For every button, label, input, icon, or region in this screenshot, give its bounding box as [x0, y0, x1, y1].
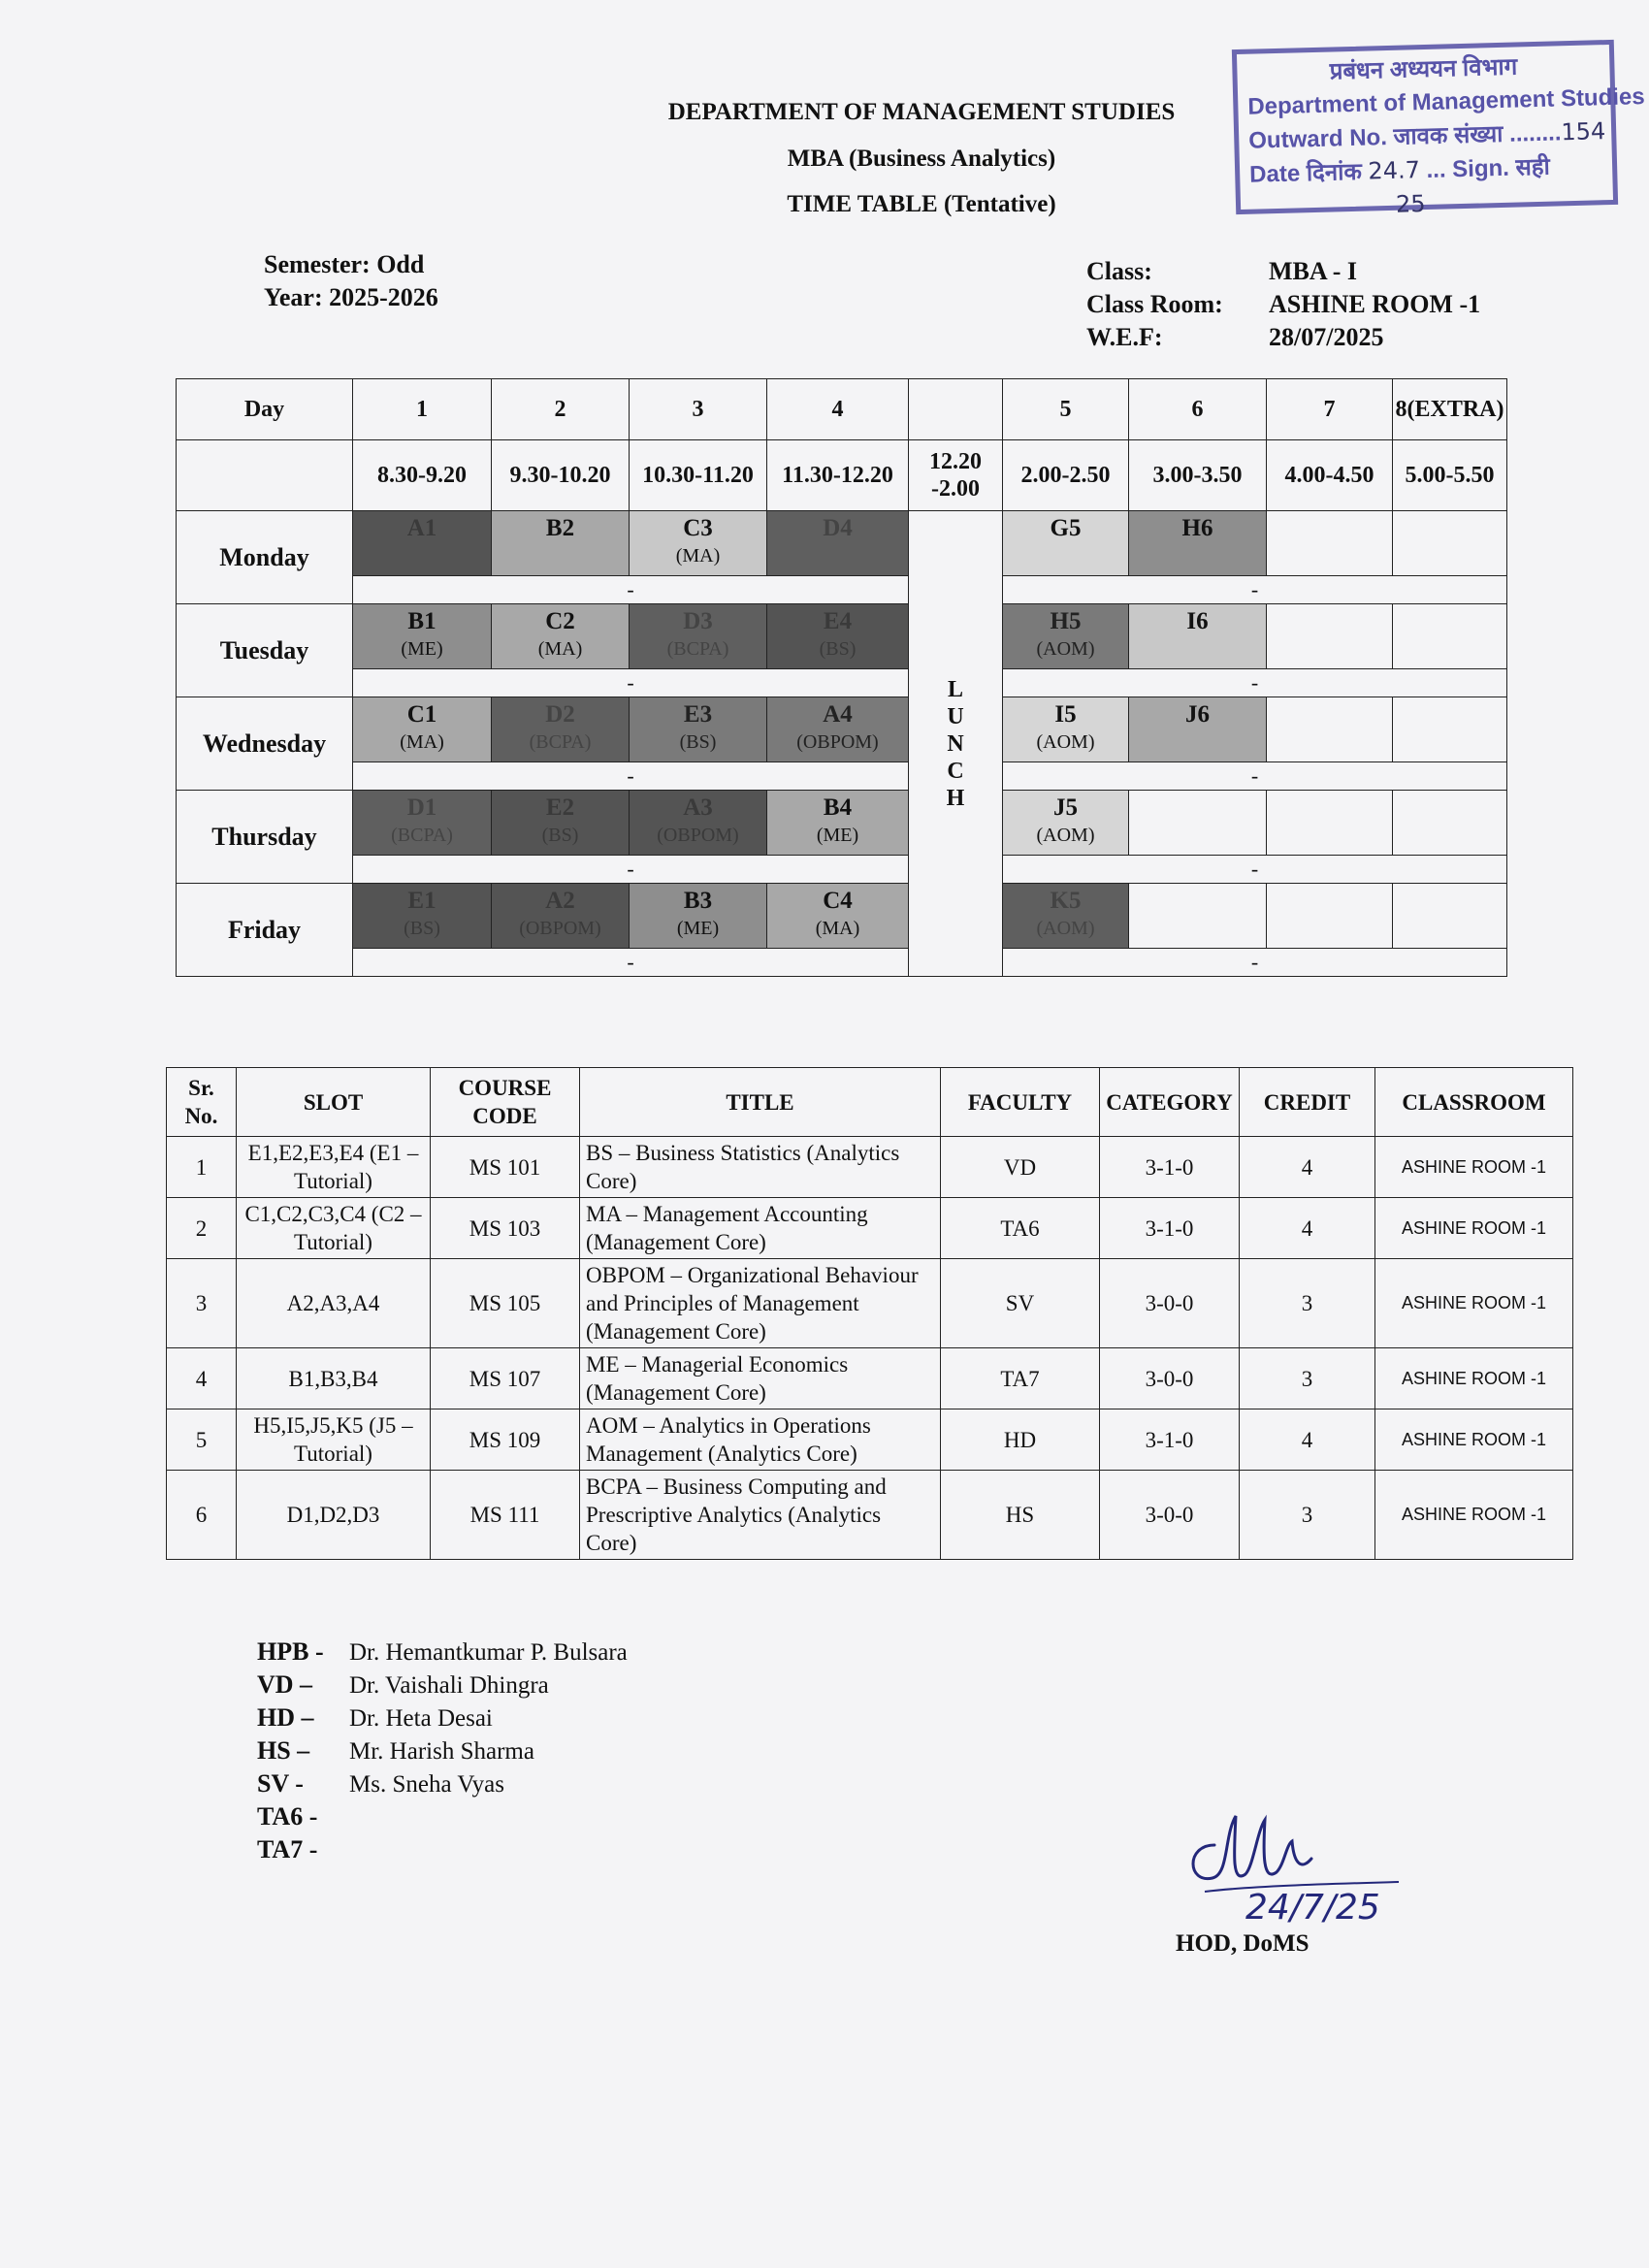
day-row-wednesday	[177, 697, 1507, 762]
cell-code: MS 111	[431, 1471, 580, 1560]
cell-credit: 4	[1240, 1137, 1375, 1198]
slot-code: D1	[406, 794, 437, 821]
slot-code: J6	[1185, 701, 1210, 728]
separator-row	[177, 576, 1507, 604]
slot-cell	[1003, 604, 1129, 669]
slot-cell	[767, 511, 909, 576]
legend-name: Dr. Vaishali Dhingra	[349, 1672, 549, 1699]
separator: -	[353, 949, 909, 977]
stamp-outward: Outward No. जावक संख्या ........154	[1247, 117, 1606, 154]
cell-title: ME – Managerial Economics (Management Core)	[580, 1348, 941, 1409]
slot-cell	[767, 884, 909, 949]
slot-code: B4	[823, 794, 853, 821]
empty-cell	[177, 440, 353, 511]
cell-slot: C1,C2,C3,C4 (C2 – Tutorial)	[237, 1198, 431, 1259]
lunch-letter: C	[947, 758, 964, 784]
slot-code: A2	[545, 888, 575, 914]
cell-category: 3-1-0	[1100, 1137, 1240, 1198]
outward-stamp	[1232, 40, 1646, 218]
legend-key: VD –	[257, 1670, 313, 1699]
stamp-line-english: Department of Management Studies	[1247, 83, 1646, 120]
timetable-title: TIME TABLE (Tentative)	[787, 191, 1056, 217]
stamp-line-hindi: प्रबंधन अध्ययन विभाग	[1329, 53, 1518, 85]
slot-cell	[492, 604, 630, 669]
lunch-break	[909, 511, 1003, 977]
slot-course: (ME)	[816, 825, 859, 846]
slot-cell	[1393, 791, 1507, 856]
legend-key: HS –	[257, 1736, 310, 1765]
slot-code: B1	[407, 608, 436, 634]
slot-course: (BS)	[819, 638, 857, 660]
slot-code: E4	[823, 608, 853, 634]
faculty-legend	[257, 1636, 628, 1866]
cell-category: 3-0-0	[1100, 1471, 1240, 1560]
legend-key: HPB -	[257, 1637, 324, 1666]
signature-date: 24/7/25	[1245, 1888, 1380, 1923]
separator-row	[177, 669, 1507, 697]
cell-sr: 1	[167, 1137, 237, 1198]
room-value: ASHINE ROOM -1	[1269, 290, 1481, 318]
time-header: 4.00-4.50	[1267, 440, 1393, 511]
cell-credit: 3	[1240, 1348, 1375, 1409]
room-label: Class Room:	[1086, 290, 1223, 318]
slot-header: 4	[767, 379, 909, 440]
col-header: COURSE CODE	[431, 1068, 580, 1137]
day-name: Wednesday	[177, 697, 353, 791]
cell-faculty: TA6	[941, 1198, 1100, 1259]
legend-item	[257, 1669, 628, 1701]
day-name: Monday	[177, 511, 353, 604]
slot-course: (MA)	[815, 918, 860, 939]
slot-cell	[1393, 697, 1507, 762]
slot-code: D4	[823, 515, 853, 541]
day-row-monday	[177, 511, 1507, 576]
slot-code: I6	[1186, 608, 1209, 634]
slot-cell	[1003, 791, 1129, 856]
day-row-thursday	[177, 791, 1507, 856]
cell-faculty: SV	[941, 1259, 1100, 1348]
slot-cell	[767, 791, 909, 856]
slot-code: E3	[683, 701, 713, 728]
cell-category: 3-0-0	[1100, 1259, 1240, 1348]
slot-header: 3	[630, 379, 767, 440]
department-title: DEPARTMENT OF MANAGEMENT STUDIES	[667, 99, 1176, 125]
col-header: SLOT	[237, 1068, 431, 1137]
slot-course: (BS)	[404, 918, 440, 939]
table-row	[167, 1348, 1573, 1409]
time-header: 8.30-9.20	[353, 440, 492, 511]
legend-name: Dr. Heta Desai	[349, 1705, 493, 1732]
wef-value: 28/07/2025	[1269, 323, 1384, 351]
slot-cell	[630, 511, 767, 576]
slot-cell	[492, 884, 630, 949]
legend-item	[257, 1767, 628, 1800]
cell-sr: 2	[167, 1198, 237, 1259]
slot-cell	[492, 511, 630, 576]
time-row	[177, 440, 1507, 511]
stamp-sign-label: Sign. सही	[1451, 153, 1551, 183]
slot-code: H6	[1181, 515, 1213, 541]
stamp-date-label: Date दिनांक	[1248, 158, 1363, 188]
slot-cell	[630, 791, 767, 856]
year: Year: 2025-2026	[264, 283, 438, 311]
slot-cell	[353, 697, 492, 762]
slot-code: B2	[545, 515, 575, 541]
cell-code: MS 105	[431, 1259, 580, 1348]
stamp-outward-number: 154	[1561, 117, 1606, 146]
time-header: 2.00-2.50	[1003, 440, 1129, 511]
cell-title: BCPA – Business Computing and Prescriptive Analytics (Analytics Core)	[580, 1471, 941, 1560]
cell-code: MS 101	[431, 1137, 580, 1198]
cell-title: BS – Business Statistics (Analytics Core)	[580, 1137, 941, 1198]
cell-title: OBPOM – Organizational Behaviour and Principles of Management (Management Core)	[580, 1259, 941, 1348]
col-header: FACULTY	[941, 1068, 1100, 1137]
slot-cell	[1003, 511, 1129, 576]
slot-header: 6	[1129, 379, 1267, 440]
separator-row	[177, 856, 1507, 884]
slot-course: (OBPOM)	[796, 731, 879, 753]
cell-slot: A2,A3,A4	[237, 1259, 431, 1348]
slot-course: (BS)	[679, 731, 717, 753]
slot-course: (MA)	[400, 731, 444, 753]
day-header: Day	[177, 379, 353, 440]
slot-code: E1	[407, 888, 436, 914]
cell-faculty: HS	[941, 1471, 1100, 1560]
separator: -	[353, 762, 909, 791]
col-header: Sr. No.	[167, 1068, 237, 1137]
slot-course: (OBPOM)	[657, 825, 739, 846]
cell-sr: 3	[167, 1259, 237, 1348]
slot-course: (AOM)	[1036, 638, 1095, 660]
slot-cell	[1003, 884, 1129, 949]
slot-cell	[353, 791, 492, 856]
slot-course: (OBPOM)	[519, 918, 601, 939]
wef-label: W.E.F:	[1086, 323, 1163, 351]
slot-code: C1	[406, 701, 437, 728]
slot-course: (AOM)	[1036, 918, 1095, 939]
hod-title: HOD, DoMS	[1176, 1930, 1310, 1957]
cell-credit: 3	[1240, 1259, 1375, 1348]
cell-slot: D1,D2,D3	[237, 1471, 431, 1560]
day-row-tuesday	[177, 604, 1507, 669]
slot-header: 5	[1003, 379, 1129, 440]
slot-cell	[492, 697, 630, 762]
cell-credit: 4	[1240, 1198, 1375, 1259]
slot-cell	[1267, 604, 1393, 669]
slot-code: I5	[1054, 701, 1077, 728]
cell-classroom: ASHINE ROOM -1	[1375, 1409, 1573, 1471]
day-name: Thursday	[177, 791, 353, 884]
slot-code: A3	[683, 794, 713, 821]
cell-sr: 6	[167, 1471, 237, 1560]
time-header: 12.20 -2.00	[909, 440, 1003, 511]
hod-signature	[1176, 1777, 1428, 1923]
separator: -	[353, 669, 909, 697]
slot-course: (MA)	[537, 638, 583, 660]
slot-code: A4	[823, 701, 853, 728]
slot-course: (MA)	[675, 545, 721, 567]
slot-cell	[767, 697, 909, 762]
legend-name: Mr. Harish Sharma	[349, 1738, 534, 1765]
timetable	[176, 378, 1507, 977]
slot-cell	[767, 604, 909, 669]
lunch-letter: L	[947, 676, 963, 702]
day-name: Tuesday	[177, 604, 353, 697]
slot-cell	[1129, 884, 1267, 949]
col-header: CATEGORY	[1100, 1068, 1240, 1137]
slot-course: (ME)	[401, 638, 443, 660]
semester: Semester: Odd	[264, 250, 425, 278]
cell-classroom: ASHINE ROOM -1	[1375, 1198, 1573, 1259]
cell-category: 3-1-0	[1100, 1409, 1240, 1471]
slot-cell	[1267, 697, 1393, 762]
slot-cell	[1267, 511, 1393, 576]
day-row-friday	[177, 884, 1507, 949]
time-header: 11.30-12.20	[767, 440, 909, 511]
legend-key: TA7 -	[257, 1835, 318, 1863]
slot-cell	[630, 604, 767, 669]
stamp-date-year: 25	[1395, 190, 1426, 218]
slot-code: C2	[545, 608, 575, 634]
slot-header: 7	[1267, 379, 1393, 440]
legend-item	[257, 1701, 628, 1734]
slot-code: K5	[1050, 888, 1082, 914]
slot-code: B3	[683, 888, 713, 914]
cell-title: MA – Management Accounting (Management Core)	[580, 1198, 941, 1259]
slot-header	[909, 379, 1003, 440]
cell-classroom: ASHINE ROOM -1	[1375, 1348, 1573, 1409]
slot-header: 8(EXTRA)	[1393, 379, 1507, 440]
cell-faculty: TA7	[941, 1348, 1100, 1409]
lunch-letter: N	[947, 730, 964, 757]
slot-course: (AOM)	[1036, 825, 1095, 846]
slot-cell	[353, 604, 492, 669]
slot-code: G5	[1050, 515, 1082, 541]
slot-code: D2	[545, 701, 575, 728]
legend-key: HD –	[257, 1703, 314, 1732]
slot-cell	[1393, 511, 1507, 576]
cell-slot: H5,I5,J5,K5 (J5 – Tutorial)	[237, 1409, 431, 1471]
separator-row	[177, 949, 1507, 977]
slot-cell	[353, 511, 492, 576]
slot-cell	[1393, 604, 1507, 669]
slot-course: (AOM)	[1036, 731, 1095, 753]
slot-code: A1	[406, 515, 437, 541]
separator: -	[1003, 669, 1507, 697]
slot-cell	[1129, 697, 1267, 762]
slot-cell	[1267, 791, 1393, 856]
course-table-header	[167, 1068, 1573, 1137]
slot-cell	[353, 884, 492, 949]
cell-credit: 4	[1240, 1409, 1375, 1471]
legend-item	[257, 1734, 628, 1767]
stamp-outward-label: Outward No. जावक संख्या	[1247, 120, 1504, 154]
time-header: 10.30-11.20	[630, 440, 767, 511]
slot-code: H5	[1050, 608, 1082, 634]
slot-cell	[1129, 511, 1267, 576]
cell-code: MS 107	[431, 1348, 580, 1409]
time-header: 3.00-3.50	[1129, 440, 1267, 511]
cell-sr: 5	[167, 1409, 237, 1471]
slot-code: C4	[823, 888, 853, 914]
legend-key: TA6 -	[257, 1802, 318, 1831]
cell-slot: E1,E2,E3,E4 (E1 – Tutorial)	[237, 1137, 431, 1198]
lunch-letter: U	[947, 703, 964, 729]
cell-category: 3-0-0	[1100, 1348, 1240, 1409]
slot-course: (BCPA)	[666, 638, 729, 660]
table-row	[167, 1198, 1573, 1259]
slot-code: C3	[683, 515, 713, 541]
col-header: CLASSROOM	[1375, 1068, 1573, 1137]
slot-cell	[1393, 884, 1507, 949]
col-header: TITLE	[580, 1068, 941, 1137]
cell-faculty: HD	[941, 1409, 1100, 1471]
table-row	[167, 1259, 1573, 1348]
cell-code: MS 103	[431, 1198, 580, 1259]
separator-row	[177, 762, 1507, 791]
slot-cell	[630, 884, 767, 949]
cell-sr: 4	[167, 1348, 237, 1409]
stamp-date-value: 24.7	[1368, 156, 1421, 185]
slot-code: D3	[683, 608, 713, 634]
legend-item	[257, 1833, 628, 1866]
class-value: MBA - I	[1269, 257, 1357, 285]
table-row	[167, 1471, 1573, 1560]
separator: -	[1003, 856, 1507, 884]
slot-course: (BCPA)	[529, 731, 592, 753]
slot-course: (BS)	[541, 825, 579, 846]
legend-item	[257, 1636, 628, 1669]
separator: -	[1003, 762, 1507, 791]
slot-cell	[1129, 791, 1267, 856]
cell-category: 3-1-0	[1100, 1198, 1240, 1259]
slot-code: E2	[545, 794, 575, 821]
table-row	[167, 1137, 1573, 1198]
legend-name: Dr. Hemantkumar P. Bulsara	[349, 1639, 628, 1666]
slot-cell	[492, 791, 630, 856]
slot-header: 1	[353, 379, 492, 440]
legend-key: SV -	[257, 1769, 304, 1798]
slot-cell	[630, 697, 767, 762]
lunch-letter: H	[946, 785, 965, 811]
program-title: MBA (Business Analytics)	[787, 146, 1056, 172]
cell-slot: B1,B3,B4	[237, 1348, 431, 1409]
slot-course: (BCPA)	[391, 825, 453, 846]
stamp-date: Date दिनांक 24.7 ... Sign. सही	[1248, 153, 1551, 188]
time-header: 9.30-10.20	[492, 440, 630, 511]
cell-classroom: ASHINE ROOM -1	[1375, 1137, 1573, 1198]
day-name: Friday	[177, 884, 353, 977]
slot-course: (ME)	[676, 918, 720, 939]
cell-credit: 3	[1240, 1471, 1375, 1560]
class-label: Class:	[1086, 257, 1152, 285]
separator: -	[1003, 576, 1507, 604]
cell-classroom: ASHINE ROOM -1	[1375, 1471, 1573, 1560]
separator: -	[353, 856, 909, 884]
legend-item	[257, 1800, 628, 1833]
col-header: CREDIT	[1240, 1068, 1375, 1137]
separator: -	[353, 576, 909, 604]
slot-cell	[1267, 884, 1393, 949]
slot-code: J5	[1053, 794, 1078, 821]
slot-header: 2	[492, 379, 630, 440]
cell-title: AOM – Analytics in Operations Management (Analytics Core)	[580, 1409, 941, 1471]
separator: -	[1003, 949, 1507, 977]
cell-faculty: VD	[941, 1137, 1100, 1198]
legend-name: Ms. Sneha Vyas	[349, 1771, 504, 1798]
table-row	[167, 1409, 1573, 1471]
time-header: 5.00-5.50	[1393, 440, 1507, 511]
cell-classroom: ASHINE ROOM -1	[1375, 1259, 1573, 1348]
cell-code: MS 109	[431, 1409, 580, 1471]
slot-number-row	[177, 379, 1507, 440]
course-table	[166, 1067, 1573, 1560]
slot-cell	[1003, 697, 1129, 762]
slot-cell	[1129, 604, 1267, 669]
